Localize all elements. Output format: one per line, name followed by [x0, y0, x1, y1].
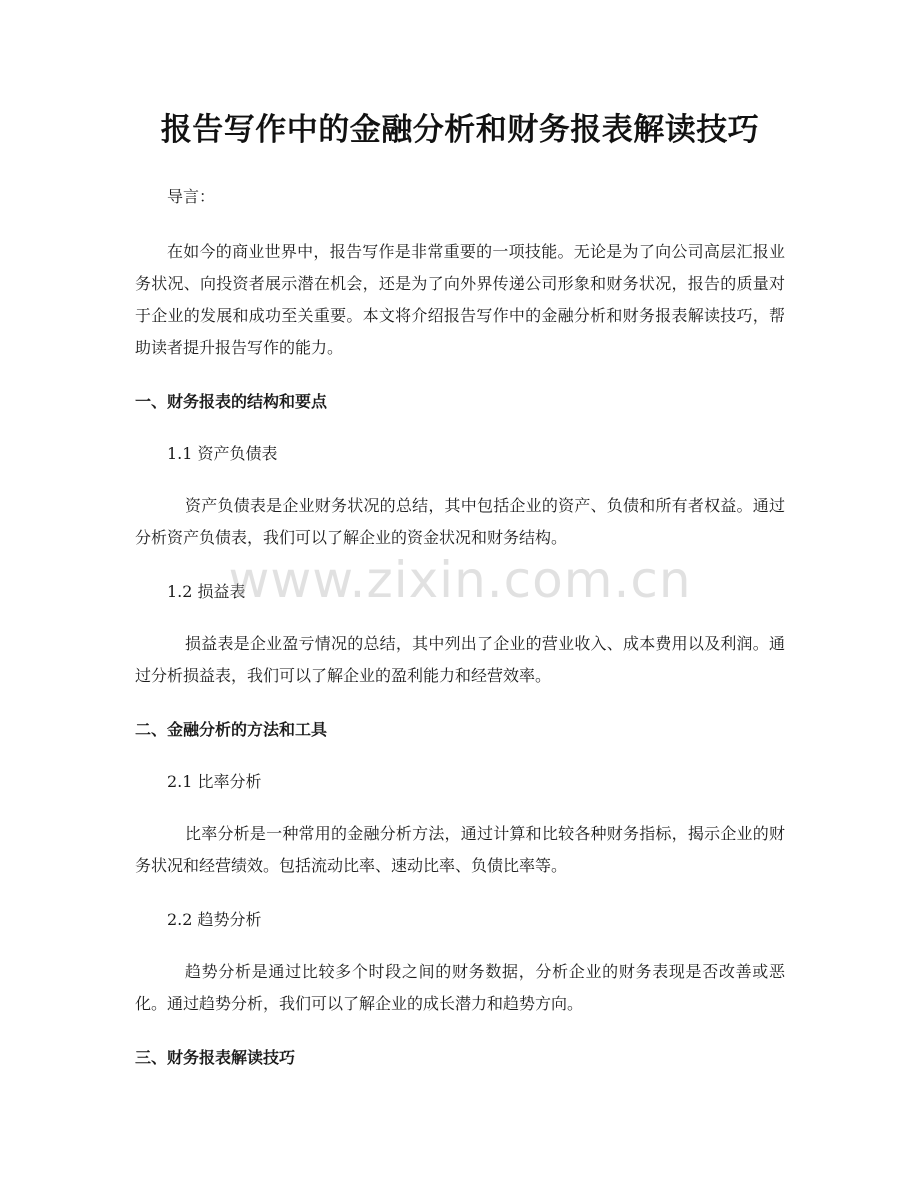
section-heading-1: 一、财务报表的结构和要点 [135, 392, 328, 411]
subsection-heading-2-2: 2.2 趋势分析 [167, 910, 262, 929]
intro-label: 导言： [167, 187, 216, 206]
subsection-heading-1-2: 1.2 损益表 [167, 582, 246, 601]
subsection-heading-2-1: 2.1 比率分析 [167, 772, 262, 791]
intro-paragraph: 在如今的商业世界中，报告写作是非常重要的一项技能。无论是为了向公司高层汇报业务状况、向投资者展示潜在机会，还是为了向外界传递公司形象和财务状况，报告的质量对于企业的发展和成功至关重要。本文将介绍报告写作中的金融分析和财务报表解读技巧，帮助读者提升报告写作的能力。 [135, 242, 785, 357]
subsection-paragraph-1-2: 损益表是企业盈亏情况的总结，其中列出了企业的营业收入、成本费用以及利润。通过分析损益表，我们可以了解企业的盈利能力和经营效率。 [135, 634, 785, 685]
subsection-heading-1-1: 1.1 资产负债表 [167, 444, 278, 463]
watermark: www.zixin.com.cn [228, 551, 692, 609]
document-title: 报告写作中的金融分析和财务报表解读技巧 [160, 112, 760, 148]
document-body [135, 181, 785, 1094]
section-heading-3: 三、财务报表解读技巧 [135, 1048, 296, 1067]
subsection-paragraph-2-2: 趋势分析是通过比较多个时段之间的财务数据，分析企业的财务表现是否改善或恶化。通过趋势分析，我们可以了解企业的成长潜力和趋势方向。 [135, 962, 785, 1013]
subsection-paragraph-1-1: 资产负债表是企业财务状况的总结，其中包括企业的资产、负债和所有者权益。通过分析资产负债表，我们可以了解企业的资金状况和财务结构。 [135, 496, 785, 547]
section-heading-2: 二、金融分析的方法和工具 [135, 720, 328, 739]
subsection-paragraph-2-1: 比率分析是一种常用的金融分析方法，通过计算和比较各种财务指标，揭示企业的财务状况和经营绩效。包括流动比率、速动比率、负债比率等。 [135, 824, 785, 875]
